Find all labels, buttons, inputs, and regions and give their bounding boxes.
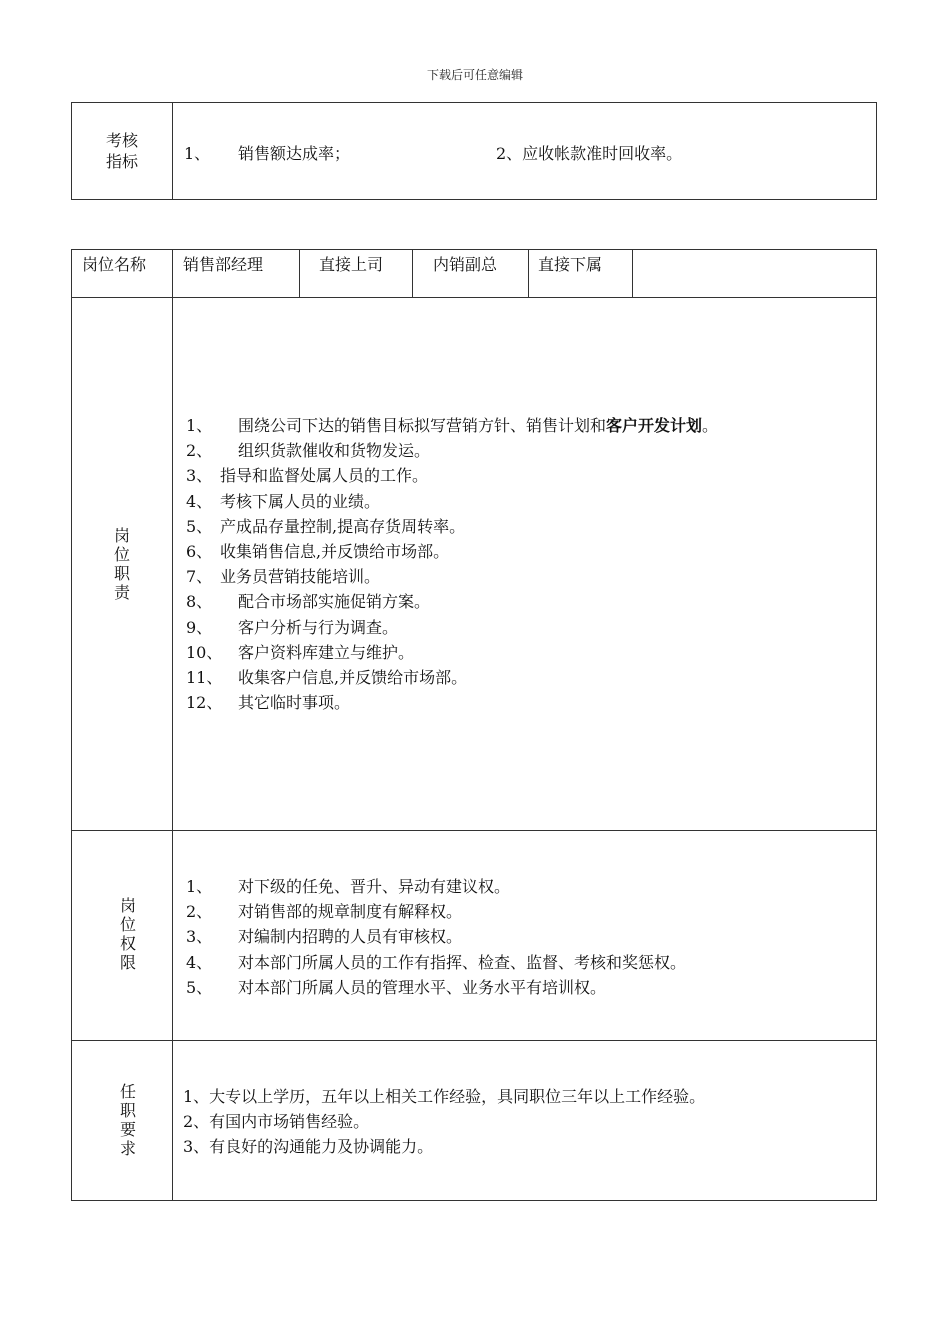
list-item: 1、大专以上学历，五年以上相关工作经验，具同职位三年以上工作经验。 (183, 1087, 706, 1106)
page-header: 下载后可任意编辑 (426, 68, 523, 82)
list-item-text: 配合市场部实施促销方案。 (238, 592, 431, 612)
list-item: 3、有良好的沟通能力及协调能力。 (183, 1137, 434, 1157)
list-item-num: 11、 (186, 668, 223, 688)
duties-label-char-1: 岗 (113, 526, 130, 545)
authority-list (186, 874, 686, 1000)
list-item (186, 489, 718, 514)
requirements-label-char-3: 要 (119, 1120, 136, 1139)
duties-label-char-2: 位 (113, 545, 130, 564)
duties-label-char-4: 责 (113, 583, 130, 602)
job-title-value: 销售部经理 (183, 255, 264, 274)
job-col-divider-5 (632, 249, 633, 297)
list-item-num: 5、 (186, 977, 213, 997)
list-item-text: 对下级的任免、晋升、异动有建议权。 (238, 877, 511, 896)
list-item (186, 950, 686, 975)
list-item-text: 产成品存量控制,提高存货周转率。 (220, 516, 466, 536)
list-item-num: 4、 (186, 491, 213, 511)
list-item-num: 4、 (186, 952, 213, 972)
list-item-num: 2、 (186, 441, 213, 461)
list-item-text: 围绕公司下达的销售目标拟写营销方针、销售计划和 (238, 416, 607, 435)
list-item-text: 收集客户信息,并反馈给市场部。 (238, 668, 468, 688)
job-superior-label: 直接上司 (319, 255, 384, 274)
list-item-num: 1、 (186, 416, 213, 435)
list-item-text: 组织货款催收和货物发运。 (238, 441, 431, 461)
list-item-num: 6、 (186, 542, 213, 562)
job-superior-value: 内销副总 (433, 255, 498, 274)
requirements-label (118, 1082, 138, 1158)
list-item-num: 3、 (186, 927, 213, 947)
list-item (186, 640, 718, 665)
duties-label-char-3: 职 (113, 564, 130, 583)
requirements-list (183, 1084, 705, 1160)
job-col-divider-2 (299, 249, 300, 297)
list-item-text: 客户资料库建立与维护。 (238, 642, 415, 662)
assessment-item-2-text: 2、应收帐款准时回收率。 (496, 144, 683, 163)
list-item (186, 690, 718, 715)
job-title-label: 岗位名称 (82, 255, 147, 274)
list-item (186, 514, 718, 539)
list-item-num: 2、 (186, 902, 213, 922)
list-item (186, 413, 718, 438)
duties-label (112, 526, 132, 602)
authority-label-char-3: 权 (119, 934, 136, 953)
authority-label-char-1: 岗 (119, 896, 136, 915)
job-col-divider-1 (172, 249, 173, 1201)
list-item (186, 874, 686, 899)
list-item-text: 业务员营销技能培训。 (220, 567, 381, 587)
list-item-num: 7、 (186, 567, 213, 587)
list-item (186, 615, 718, 640)
authority-row-bottom (71, 1040, 877, 1041)
assessment-label (72, 130, 172, 172)
assessment-divider (172, 102, 173, 200)
authority-label-char-2: 位 (119, 915, 136, 934)
requirements-label-char-4: 求 (119, 1139, 136, 1158)
list-item-num: 5、 (186, 516, 213, 536)
list-item (186, 463, 718, 488)
list-item-strong: 客户开发计划 (606, 416, 703, 435)
assessment-item-1-num: 1、 (184, 144, 211, 163)
list-item-num: 1、 (186, 877, 213, 896)
list-item-text: 考核下属人员的业绩。 (220, 491, 381, 511)
list-item (186, 589, 718, 614)
requirements-label-char-1: 任 (119, 1082, 136, 1101)
job-header-row-bottom (71, 297, 877, 298)
list-item (186, 899, 686, 924)
list-item-num: 3、 (186, 466, 213, 486)
list-item-text: 其它临时事项。 (238, 693, 351, 713)
authority-label (118, 896, 138, 972)
list-item: 2、有国内市场销售经验。 (183, 1112, 370, 1132)
job-col-divider-4 (528, 249, 529, 297)
list-item-num: 10、 (186, 642, 223, 662)
list-item-num: 12、 (186, 693, 223, 713)
list-item-text: 收集销售信息,并反馈给市场部。 (220, 542, 450, 562)
list-item (186, 924, 686, 949)
list-item (186, 438, 718, 463)
list-item (186, 564, 718, 589)
list-item-text: 对本部门所属人员的管理水平、业务水平有培训权。 (238, 977, 607, 997)
assessment-label-line2: 指标 (105, 152, 138, 171)
job-table (71, 249, 877, 1201)
list-item (186, 665, 718, 690)
list-item-text: 对编制内招聘的人员有审核权。 (238, 927, 463, 947)
list-item-tail: 。 (702, 416, 719, 435)
list-item-text: 客户分析与行为调查。 (238, 617, 399, 637)
list-item-text: 指导和监督处属人员的工作。 (220, 466, 429, 486)
list-item (186, 975, 686, 1000)
list-item-num: 9、 (186, 617, 213, 637)
duties-list (186, 413, 718, 715)
duties-row-bottom (71, 830, 877, 831)
requirements-label-char-2: 职 (119, 1101, 136, 1120)
assessment-item-1-text: 销售额达成率； (238, 144, 351, 163)
list-item-text: 对本部门所属人员的工作有指挥、检查、监督、考核和奖惩权。 (238, 952, 687, 972)
job-subordinate-label: 直接下属 (538, 255, 603, 274)
list-item (186, 539, 718, 564)
list-item-num: 8、 (186, 592, 213, 612)
assessment-label-line1: 考核 (105, 131, 138, 150)
job-col-divider-3 (412, 249, 413, 297)
authority-label-char-4: 限 (119, 953, 136, 972)
list-item-text: 对销售部的规章制度有解释权。 (238, 902, 463, 922)
